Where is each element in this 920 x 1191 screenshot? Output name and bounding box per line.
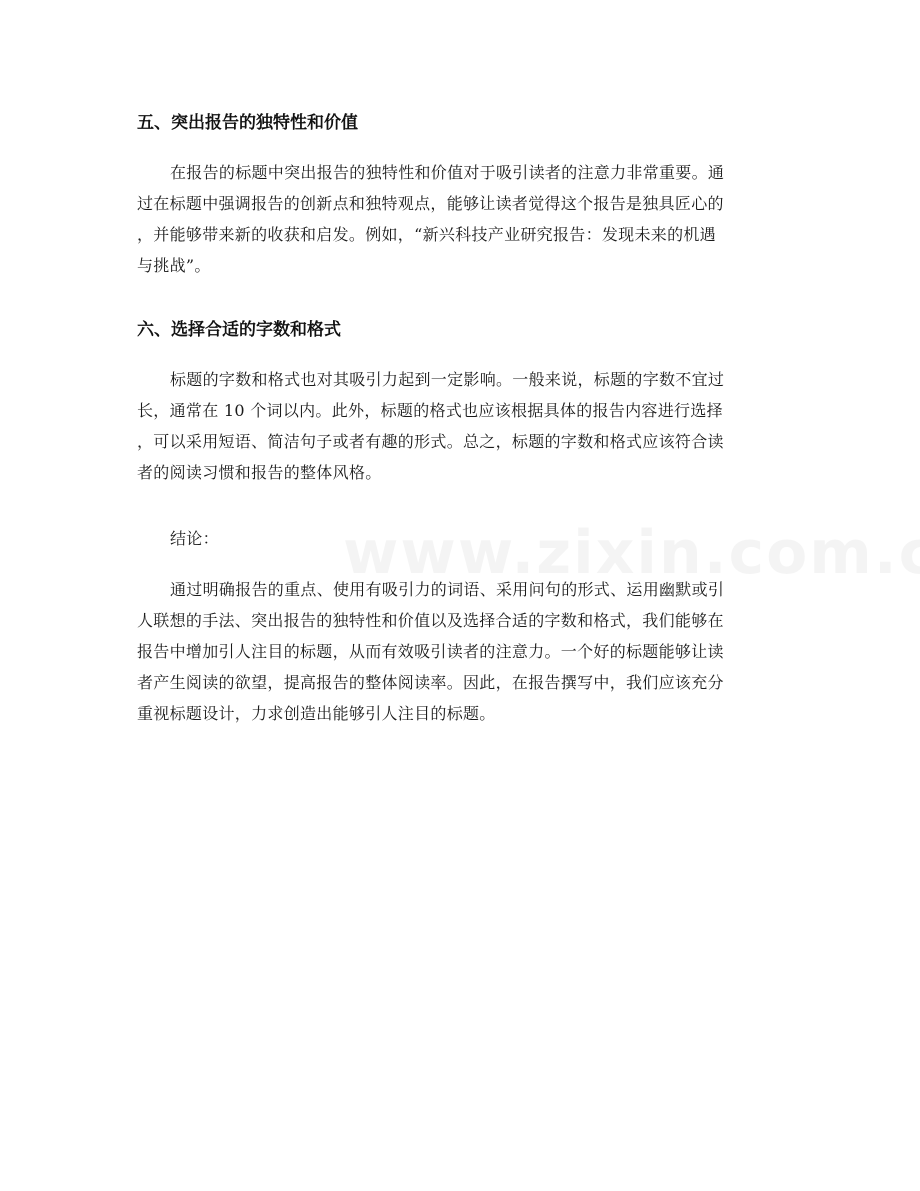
paragraph-line: 与挑战”。	[137, 256, 211, 275]
paragraph-line: 者的阅读习惯和报告的整体风格。	[137, 463, 382, 482]
conclusion-label	[137, 523, 787, 554]
paragraph-line: 通过明确报告的重点、使用有吸引力的词语、采用问句的形式、运用幽默或引	[170, 580, 725, 599]
section-6-paragraph	[137, 364, 787, 488]
paragraph-line: 在报告的标题中突出报告的独特性和价值对于吸引读者的注意力非常重要。通	[170, 163, 725, 182]
paragraph-line: ，可以采用短语、简洁句子或者有趣的形式。总之，标题的字数和格式应该符合读	[137, 432, 724, 451]
conclusion-paragraph	[137, 574, 787, 729]
paragraph-line: 者产生阅读的欲望，提高报告的整体阅读率。因此，在报告撰写中，我们应该充分	[137, 673, 724, 692]
paragraph-line: 重视标题设计，力求创造出能够引人注目的标题。	[137, 704, 496, 723]
section-6-heading: 六、选择合适的字数和格式	[137, 320, 341, 340]
conclusion-label-text: 结论：	[170, 529, 219, 548]
paragraph-line: 标题的字数和格式也对其吸引力起到一定影响。一般来说，标题的字数不宜过	[170, 370, 725, 389]
paragraph-line: ，并能够带来新的收获和启发。例如，“新兴科技产业研究报告：发现未来的机遇	[137, 225, 716, 244]
paragraph-line: 人联想的手法、突出报告的独特性和价值以及选择合适的字数和格式，我们能够在	[137, 611, 724, 630]
paragraph-line: 长，通常在 10 个词以内。此外，标题的格式也应该根据具体的报告内容进行选择	[137, 401, 723, 420]
section-5-heading: 五、突出报告的独特性和价值	[137, 113, 358, 133]
paragraph-line: 过在标题中强调报告的创新点和独特观点，能够让读者觉得这个报告是独具匠心的	[137, 194, 724, 213]
section-5-paragraph	[137, 157, 787, 281]
paragraph-line: 报告中增加引人注目的标题，从而有效吸引读者的注意力。一个好的标题能够让读	[137, 642, 724, 661]
